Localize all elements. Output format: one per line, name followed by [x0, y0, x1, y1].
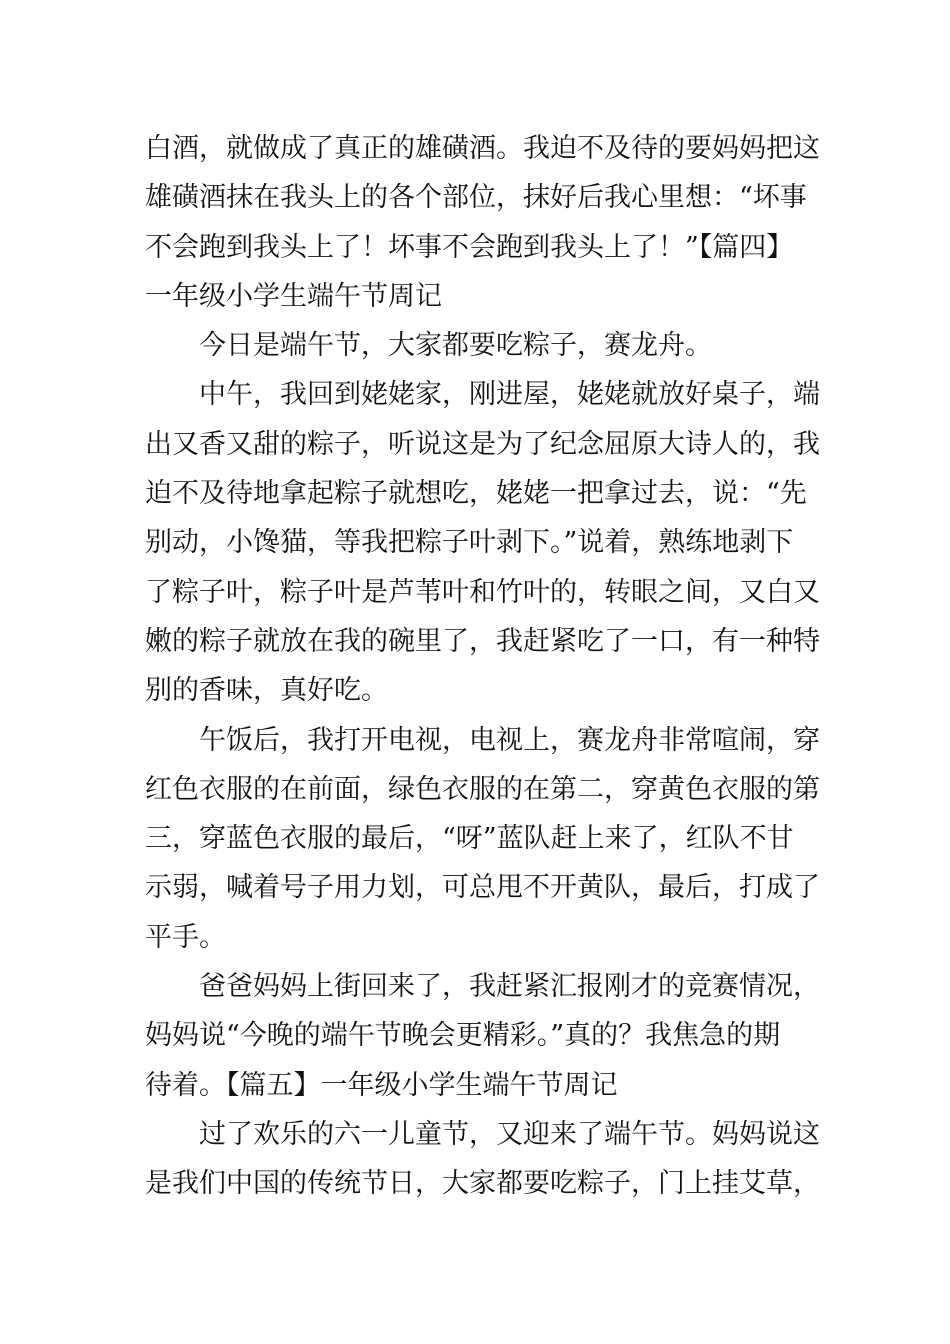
- text-line: 雄磺酒抹在我头上的各个部位，抹好后我心里想：“坏事: [145, 182, 807, 214]
- paragraph-start-line: 午饭后，我打开电视，电视上，赛龙舟非常喧闹，穿: [199, 724, 820, 756]
- text-line: 红色衣服的在前面，绿色衣服的在第二，穿黄色衣服的第: [145, 773, 820, 805]
- text-line: 嫩的粽子就放在我的碗里了，我赶紧吃了一口，有一种特: [145, 625, 820, 657]
- text-line: 别动，小馋猫，等我把粽子叶剥下。”说着，熟练地剥下: [145, 527, 794, 559]
- text-line: 迫不及待地拿起粽子就想吃，姥姥一把拿过去，说：“先: [145, 478, 807, 510]
- paragraph-start-line: 中午，我回到姥姥家，刚进屋，姥姥就放好桌子，端: [199, 379, 820, 411]
- text-line: 白酒，就做成了真正的雄磺酒。我迫不及待的要妈妈把这: [145, 133, 820, 164]
- text-line: 一年级小学生端午节周记: [145, 280, 442, 312]
- text-line: 是我们中国的传统节日，大家都要吃粽子，门上挂艾草，: [145, 1168, 820, 1200]
- text-line: 别的香味，真好吃。: [145, 675, 388, 707]
- text-line: 待着。【篇五】一年级小学生端午节周记: [145, 1069, 618, 1101]
- paragraph-start-line: 今日是端午节，大家都要吃粽子，赛龙舟。: [199, 330, 712, 362]
- text-line: 平手。: [145, 921, 226, 953]
- text-line: 不会跑到我头上了！坏事不会跑到我头上了！”【篇四】: [145, 231, 794, 263]
- text-line: 示弱，喊着号子用力划，可总甩不开黄队，最后，打成了: [145, 872, 820, 904]
- essay-body: [145, 124, 820, 1209]
- paragraph-start-line: 爸爸妈妈上街回来了，我赶紧汇报刚才的竞赛情况，: [199, 971, 820, 1003]
- text-line: 出又香又甜的粽子，听说这是为了纪念屈原大诗人的，我: [145, 428, 820, 460]
- text-line: 了粽子叶，粽子叶是芦苇叶和竹叶的，转眼之间，又白又: [145, 576, 820, 608]
- text-line: 妈妈说“今晚的端午节晚会更精彩。”真的？我焦急的期: [145, 1020, 781, 1052]
- text-line: 三，穿蓝色衣服的最后，“呀”蓝队赶上来了，红队不甘: [145, 823, 794, 855]
- paragraph-start-line: 过了欢乐的六一儿童节，又迎来了端午节。妈妈说这: [199, 1118, 820, 1150]
